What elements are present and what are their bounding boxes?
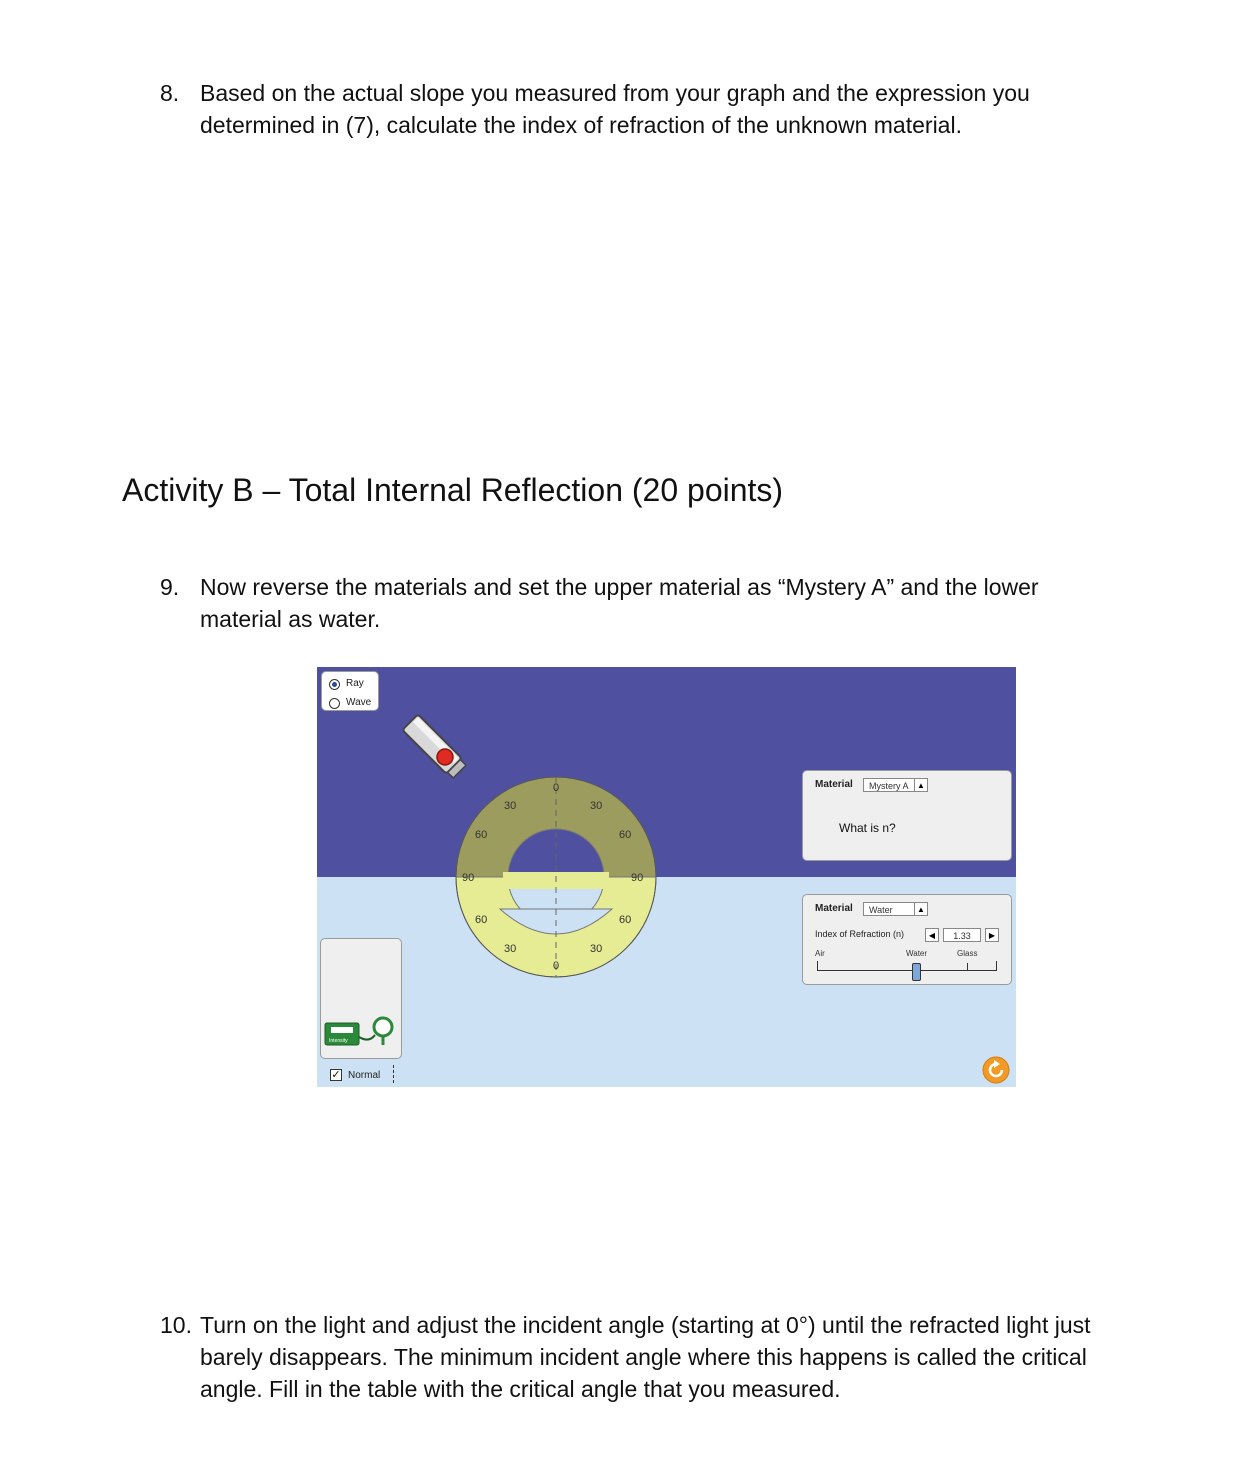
normal-line-icon [393,1065,394,1083]
normal-checkbox[interactable]: ✓ [331,1069,341,1081]
increment-arrow-icon[interactable]: ▶ [985,928,999,942]
question-number: 8. [160,80,180,106]
wave-label: Wave [346,697,372,708]
slider-thumb[interactable] [912,963,921,981]
dropdown-arrow-icon[interactable]: ▲ [914,778,928,792]
index-value[interactable]: 1.33 [943,928,981,942]
tick-60-ul: 60 [475,829,488,841]
reset-button[interactable] [981,1055,1011,1085]
material-dropdown[interactable]: Mystery A [863,778,915,792]
slider-track[interactable] [817,970,997,971]
upper-material-panel [802,770,1012,861]
bending-light-simulation [317,667,1016,1087]
tick-30-ur: 30 [590,800,603,812]
material-prompt: What is n? [839,821,896,835]
slider-glass-label: Glass [957,949,978,958]
question-9 [160,571,1160,635]
tick-60-ll: 60 [475,914,488,926]
intensity-label: Intensity [329,1038,348,1044]
tick-0-top: 0 [553,782,560,794]
ray-label: Ray [346,678,364,689]
tick-60-ur: 60 [619,829,632,841]
tick-60-lr: 60 [619,914,632,926]
question-8 [160,77,1160,141]
tick-30-ll: 30 [504,943,517,955]
slider-air-label: Air [815,949,825,958]
tick-90-r: 90 [631,872,644,884]
question-text: Turn on the light and adjust the incident angle (starting at 0°) until the refracted light just barely disappears. The minimum incident angle where this happens is called the critical angle. Fill in the table with the critical angle that you measured. [200,1312,1091,1402]
question-text: Based on the actual slope you measured from your graph and the expression you determined in (7), calculate the index of refraction of the unknown material. [200,80,1030,138]
decrement-arrow-icon[interactable]: ◀ [925,928,939,942]
material-dropdown[interactable]: Water [863,902,915,916]
question-text: Now reverse the materials and set the upper material as “Mystery A” and the lower material as water. [200,574,1039,632]
material-label: Material [815,779,853,790]
normal-label: Normal [348,1070,381,1081]
intensity-meter-icon[interactable] [323,1013,401,1053]
question-10 [160,1309,1160,1405]
lower-material-panel [802,894,1012,985]
index-label: Index of Refraction (n) [815,929,905,939]
tools-box [320,938,402,1059]
tick-0-bottom: 0 [553,960,560,972]
slider-water-label: Water [906,949,928,958]
tick-30-ul: 30 [504,800,517,812]
dropdown-arrow-icon[interactable]: ▲ [914,902,928,916]
tick-30-lr: 30 [590,943,603,955]
material-label: Material [815,903,853,914]
question-number: 9. [160,574,180,600]
protractor[interactable] [317,667,1016,1087]
section-heading: Activity B – Total Internal Reflection (20 points) [122,472,784,508]
tick-90-l: 90 [462,872,475,884]
question-number: 10. [160,1312,192,1338]
